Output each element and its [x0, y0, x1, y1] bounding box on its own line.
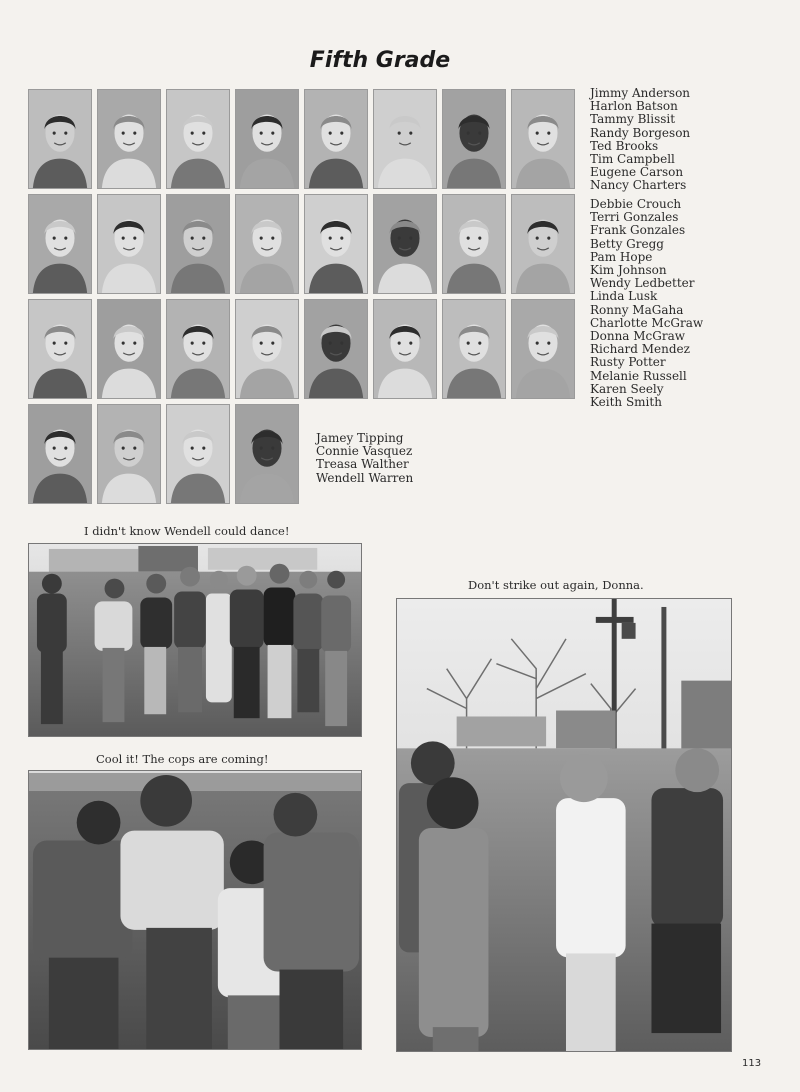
student-portrait: [373, 194, 437, 294]
student-name: Keith Smith: [590, 395, 662, 410]
student-portrait: [97, 404, 161, 504]
student-portrait: [442, 89, 506, 189]
student-portrait: [28, 404, 92, 504]
name-list-bottom: [316, 432, 413, 485]
student-portrait: [28, 299, 92, 399]
student-name: Tim Campbell: [590, 152, 675, 167]
student-name: Wendell Warren: [316, 470, 414, 485]
student-name: Jimmy Anderson: [590, 86, 691, 100]
student-portrait: [97, 194, 161, 294]
student-portrait: [235, 194, 299, 294]
student-portrait: [373, 89, 437, 189]
student-portrait: [511, 194, 575, 294]
student-name: Connie Vasquez: [316, 444, 413, 459]
student-portrait: [166, 404, 230, 504]
student-portrait: [28, 194, 92, 294]
photo-group-strike: [396, 598, 732, 1052]
photo-group-cops: [28, 770, 362, 1050]
student-name: Rusty Potter: [590, 355, 666, 370]
student-portrait: [511, 299, 575, 399]
student-portrait: [373, 299, 437, 399]
photo-group-dance: [28, 543, 362, 737]
student-name: Charlotte McGraw: [590, 315, 704, 330]
student-portrait: [442, 299, 506, 399]
student-name: Ted Brooks: [590, 138, 659, 153]
student-name: Nancy Charters: [590, 178, 687, 193]
photo-group-dance-image: [29, 544, 361, 736]
student-name: Wendy Ledbetter: [590, 276, 695, 291]
student-name: Randy Borgeson: [590, 125, 691, 140]
student-name: Donna McGraw: [590, 329, 686, 344]
caption-cops: Cool it! The cops are coming!: [96, 752, 269, 766]
student-name: Terri Gonzales: [590, 210, 679, 225]
student-name: Betty Gregg: [590, 236, 664, 251]
student-name: Tammy Blissit: [590, 112, 676, 127]
page-title: Fifth Grade: [309, 48, 451, 73]
caption-dance: I didn't know Wendell could dance!: [84, 524, 290, 538]
portrait-grid: [28, 89, 576, 509]
student-name: Kim Johnson: [590, 263, 667, 278]
student-portrait: [235, 404, 299, 504]
name-list-top: [590, 87, 690, 193]
photo-group-cops-image: [29, 771, 361, 1049]
student-portrait: [235, 89, 299, 189]
student-name: Eugene Carson: [590, 165, 684, 180]
student-name: Karen Seely: [590, 381, 664, 396]
student-portrait: [166, 89, 230, 189]
student-portrait: [511, 89, 575, 189]
student-name: Pam Hope: [590, 249, 653, 264]
student-portrait: [304, 299, 368, 399]
student-portrait: [166, 299, 230, 399]
student-name: Jamey Tipping: [316, 431, 404, 445]
student-name: Richard Mendez: [590, 342, 690, 357]
student-name: Linda Lusk: [590, 289, 658, 304]
photo-group-strike-image: [397, 599, 731, 1051]
student-name: Ronny MaGaha: [590, 302, 684, 317]
student-portrait: [166, 194, 230, 294]
page-number: 113: [742, 1058, 762, 1069]
student-portrait: [304, 89, 368, 189]
name-list-middle: [590, 198, 703, 409]
student-portrait: [97, 89, 161, 189]
student-name: Melanie Russell: [590, 368, 687, 383]
student-portrait: [28, 89, 92, 189]
student-name: Debbie Crouch: [590, 197, 682, 211]
student-portrait: [442, 194, 506, 294]
student-portrait: [304, 194, 368, 294]
student-portrait: [97, 299, 161, 399]
student-name: Treasa Walther: [316, 457, 409, 472]
student-name: Frank Gonzales: [590, 223, 686, 238]
student-name: Harlon Batson: [590, 99, 678, 114]
student-portrait: [235, 299, 299, 399]
caption-strike: Don't strike out again, Donna.: [468, 578, 644, 592]
